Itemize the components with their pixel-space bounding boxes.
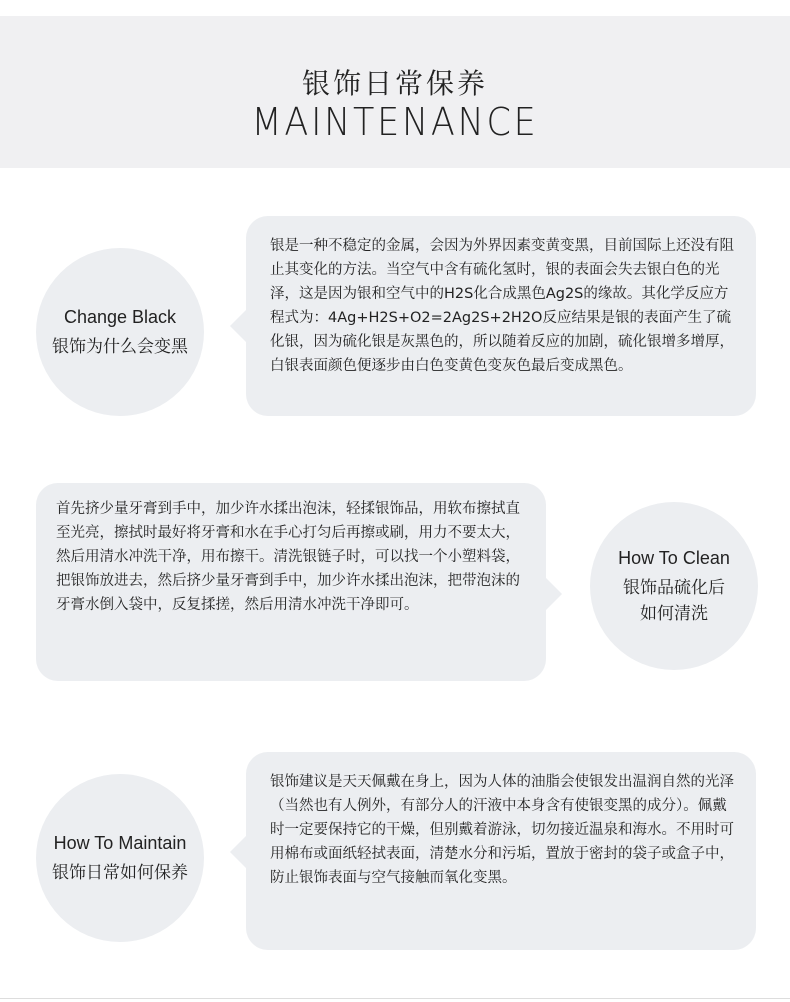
text-bubble-change-black <box>246 216 756 416</box>
page-header <box>0 16 790 168</box>
bubble-pointer <box>546 578 562 610</box>
bottom-divider <box>0 998 790 999</box>
circle-english-label: How To Maintain <box>53 833 187 853</box>
circle-chinese-label-line2: 如何清洗 <box>640 604 708 624</box>
circle-chinese-label: 银饰日常如何保养 <box>52 863 188 883</box>
circle-english-label: Change Black <box>63 307 177 327</box>
page-title: 银饰日常保养 <box>301 67 488 100</box>
section-circle-how-to-maintain <box>36 774 204 942</box>
bubble-pointer <box>230 310 246 342</box>
section-circle-how-to-clean <box>590 502 758 670</box>
page-subtitle: MAINTENANCE <box>251 100 539 144</box>
bubble-pointer <box>230 836 246 868</box>
circle-chinese-label-line1: 银饰品硫化后 <box>623 578 725 598</box>
section-circle-change-black <box>36 248 204 416</box>
text-bubble-how-to-clean <box>36 483 546 681</box>
circle-chinese-label: 银饰为什么会变黑 <box>52 337 188 357</box>
bubble-text: 银是一种不稳定的金属，会因为外界因素变黄变黑，目前国际上还没有阻止其变化的方法。当空气中含有硫化氢时，银的表面会失去银白色的光泽，这是因为银和空气中的H2S化合成黑色Ag2S的缘故。其化学反应方程式为：4Ag+H2S+O2=2Ag2S+2H2O反应结果是银的表面产生了硫化银，因为硫化银是灰黑色的，所以随着反应的加剧，硫化银增多增厚，白银表面颜色便逐步由白色变黄色变灰色最后变成黑色。 <box>270 238 734 374</box>
circle-english-label: How To Clean <box>618 548 730 568</box>
text-bubble-how-to-maintain <box>246 752 756 950</box>
bubble-text: 银饰建议是天天佩戴在身上，因为人体的油脂会使银发出温润自然的光泽（当然也有人例外，有部分人的汗液中本身含有使银变黑的成分）。佩戴时一定要保持它的干燥，但别戴着游泳，切勿接近温泉和海水。不用时可用棉布或面纸轻拭表面，清楚水分和污垢，置放于密封的袋子或盒子中，防止银饰表面与空气接触而氧化变黑。 <box>270 774 734 886</box>
bubble-text: 首先挤少量牙膏到手中，加少许水揉出泡沫，轻揉银饰品，用软布擦拭直至光亮，擦拭时最好将牙膏和水在手心打匀后再擦或刷，用力不要太大，然后用清水冲洗干净，用布擦干。清洗银链子时，可以找一个小塑料袋，把银饰放进去，然后挤少量牙膏到手中，加少许水揉出泡沫，把带泡沫的牙膏水倒入袋中，反复揉搓，然后用清水冲洗干净即可。 <box>56 501 520 613</box>
